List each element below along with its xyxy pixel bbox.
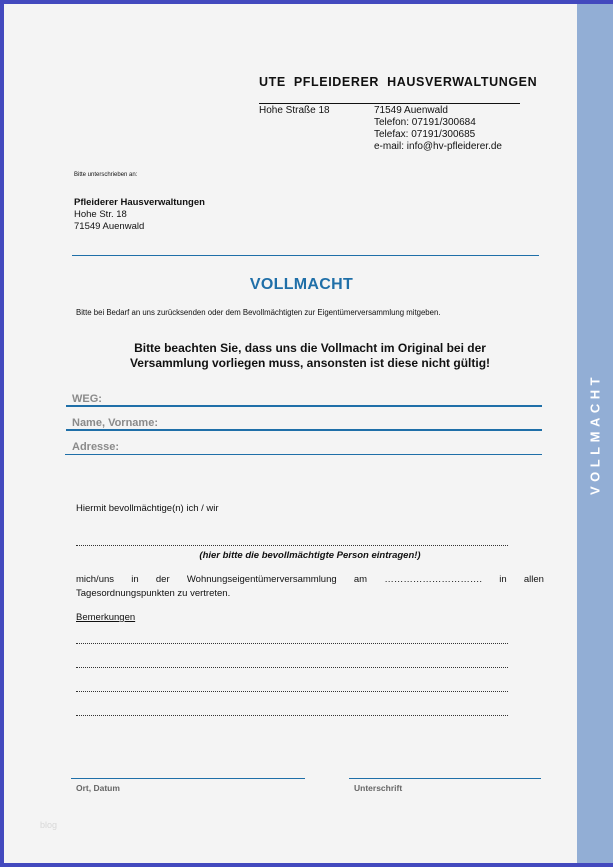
meeting-line: mich/uns in der Wohnungseigentümerversammlung am …………………………. in allen	[76, 574, 544, 585]
signature-field[interactable]	[349, 778, 541, 779]
authorized-person-hint: (hier bitte die bevollmächtigte Person eintragen!)	[199, 550, 421, 561]
side-banner-label: VOLLMACHT	[587, 372, 603, 496]
header-divider	[259, 103, 520, 104]
recipient-street: Hohe Str. 18	[74, 209, 127, 220]
address-label: Adresse:	[72, 441, 120, 453]
place-date-label: Ort, Datum	[76, 783, 120, 793]
remarks-line-4[interactable]	[76, 715, 508, 716]
header-contact	[374, 105, 502, 153]
watermark: blog	[40, 820, 58, 830]
address-field[interactable]	[65, 454, 542, 455]
name-label: Name, Vorname:	[72, 417, 158, 429]
remarks-label: Bemerkungen	[76, 612, 136, 623]
side-banner	[577, 4, 613, 863]
meeting-line-2: Tagesordnungspunkten zu vertreten.	[76, 588, 231, 599]
weg-label: WEG:	[72, 393, 102, 405]
remarks-line-1[interactable]	[76, 643, 508, 644]
recipient-address	[74, 197, 205, 233]
return-instruction: Bitte unterschrieben an:	[74, 172, 138, 178]
authorize-text: Hiermit bevollmächtige(n) ich / wir	[76, 503, 219, 514]
return-note: Bitte bei Bedarf an uns zurücksenden oder dem Bevollmächtigten zur Eigentümerversammlung mitgeben.	[76, 308, 441, 317]
authorized-person-field[interactable]	[76, 545, 508, 546]
header-street: Hohe Straße 18	[259, 105, 330, 116]
company-name: UTE PFLEIDERER HAUSVERWALTUNGEN	[259, 75, 538, 89]
recipient-city: 71549 Auenwald	[74, 221, 145, 232]
header-fax: Telefax: 07191/300685	[374, 129, 476, 140]
section-divider	[72, 255, 539, 256]
validity-warning: Bitte beachten Sie, dass uns die Vollmacht im Original bei der Versammlung vorliegen muss, ansonsten ist diese nicht gültig!	[129, 341, 491, 370]
signature-label: Unterschrift	[354, 783, 403, 793]
header-city: 71549 Auenwald	[374, 105, 448, 116]
document-title: VOLLMACHT	[249, 276, 354, 293]
header-email[interactable]: e-mail: info@hv-pfleiderer.de	[374, 141, 502, 152]
place-date-field[interactable]	[71, 778, 305, 779]
weg-field[interactable]	[66, 405, 542, 407]
remarks-line-3[interactable]	[76, 691, 508, 692]
name-field[interactable]	[66, 429, 542, 431]
meeting-date-field[interactable]: ………………………….	[384, 574, 482, 585]
remarks-line-2[interactable]	[76, 667, 508, 668]
header-phone: Telefon: 07191/300684	[374, 117, 476, 128]
recipient-name: Pfleiderer Hausverwaltungen	[74, 197, 205, 208]
